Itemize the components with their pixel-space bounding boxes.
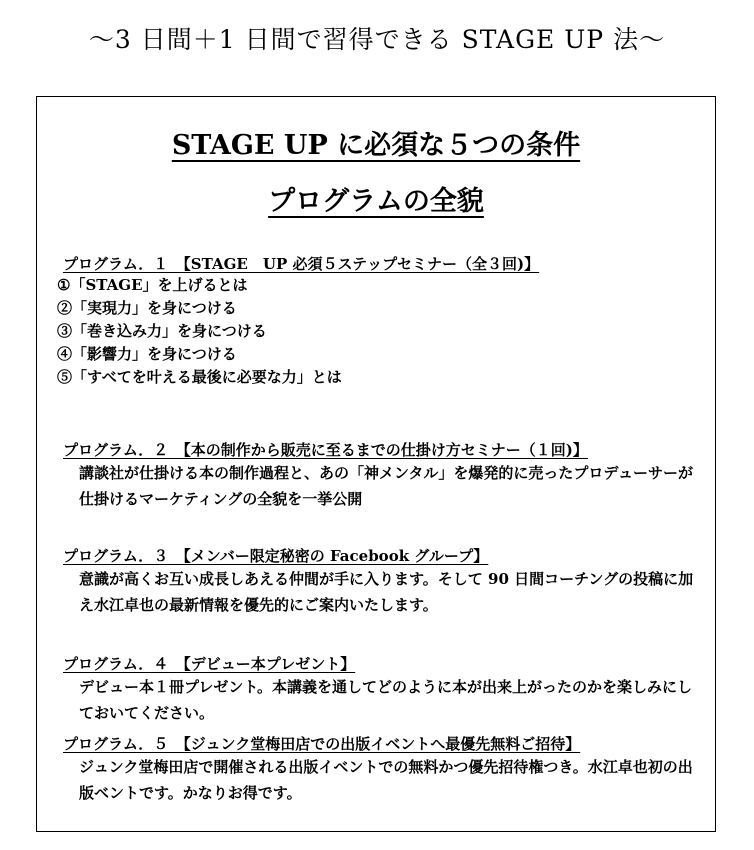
program-overview-heading: プログラムの全貌 (268, 186, 484, 217)
program-3-heading: プログラム．３ 【メンバー限定秘密の Facebook グループ】 (63, 547, 489, 565)
program-3-text: 意識が高くお互い成長しあえる仲間が手に入ります。そして 90 日間コーチングの投稿に加え水江卓也の最新情報を優先的にご案内いたします。 (79, 570, 694, 614)
program-2-heading: プログラム．２ 【本の制作から販売に至るまでの仕掛け方セミナー（１回)】 (63, 441, 588, 459)
program-1-section (57, 253, 703, 389)
program-5-section (63, 733, 703, 806)
program-2-section (63, 439, 703, 512)
program-5-heading: プログラム．５ 【ジュンク堂梅田店での出版イベントへ最優先無料ご招待】 (63, 735, 581, 753)
list-item: ④「影響力」を身につける (57, 345, 237, 363)
list-item: ②「実現力」を身につける (57, 299, 237, 317)
conditions-heading: STAGE UP に必須な５つの条件 (171, 130, 581, 161)
page-title: ～3 日間＋1 日間で習得できる STAGE UP 法～ (88, 25, 666, 54)
program-5-text: ジュンク堂梅田店で開催される出版イベントでの無料かつ優先招待権つき。水江卓也初の出版ベントです。かなりお得です。 (79, 758, 693, 802)
list-item: ①「STAGE」を上げるとは (57, 276, 248, 294)
program-4-text: デビュー本１冊プレゼント。本講義を通してどのように本が出来上がったのかを楽しみにしておいてください。 (79, 678, 693, 722)
program-3-section (63, 545, 703, 618)
program-1-heading: プログラム．１ 【STAGE UP 必須５ステップセミナー（全３回)】 (63, 255, 540, 273)
program-2-text: 講談社が仕掛ける本の制作過程と、あの「神メンタル」を爆発的に売ったプロデューサーが仕掛けるマーケティングの全貌を一挙公開 (79, 464, 693, 508)
program-4-section (63, 653, 703, 726)
program-4-heading: プログラム．４ 【デビュー本プレゼント】 (63, 655, 356, 673)
list-item: ③「巻き込み力」を身につける (57, 322, 267, 340)
program-box (36, 96, 716, 832)
list-item: ⑤「すべてを叶える最後に必要な力」とは (57, 368, 342, 386)
